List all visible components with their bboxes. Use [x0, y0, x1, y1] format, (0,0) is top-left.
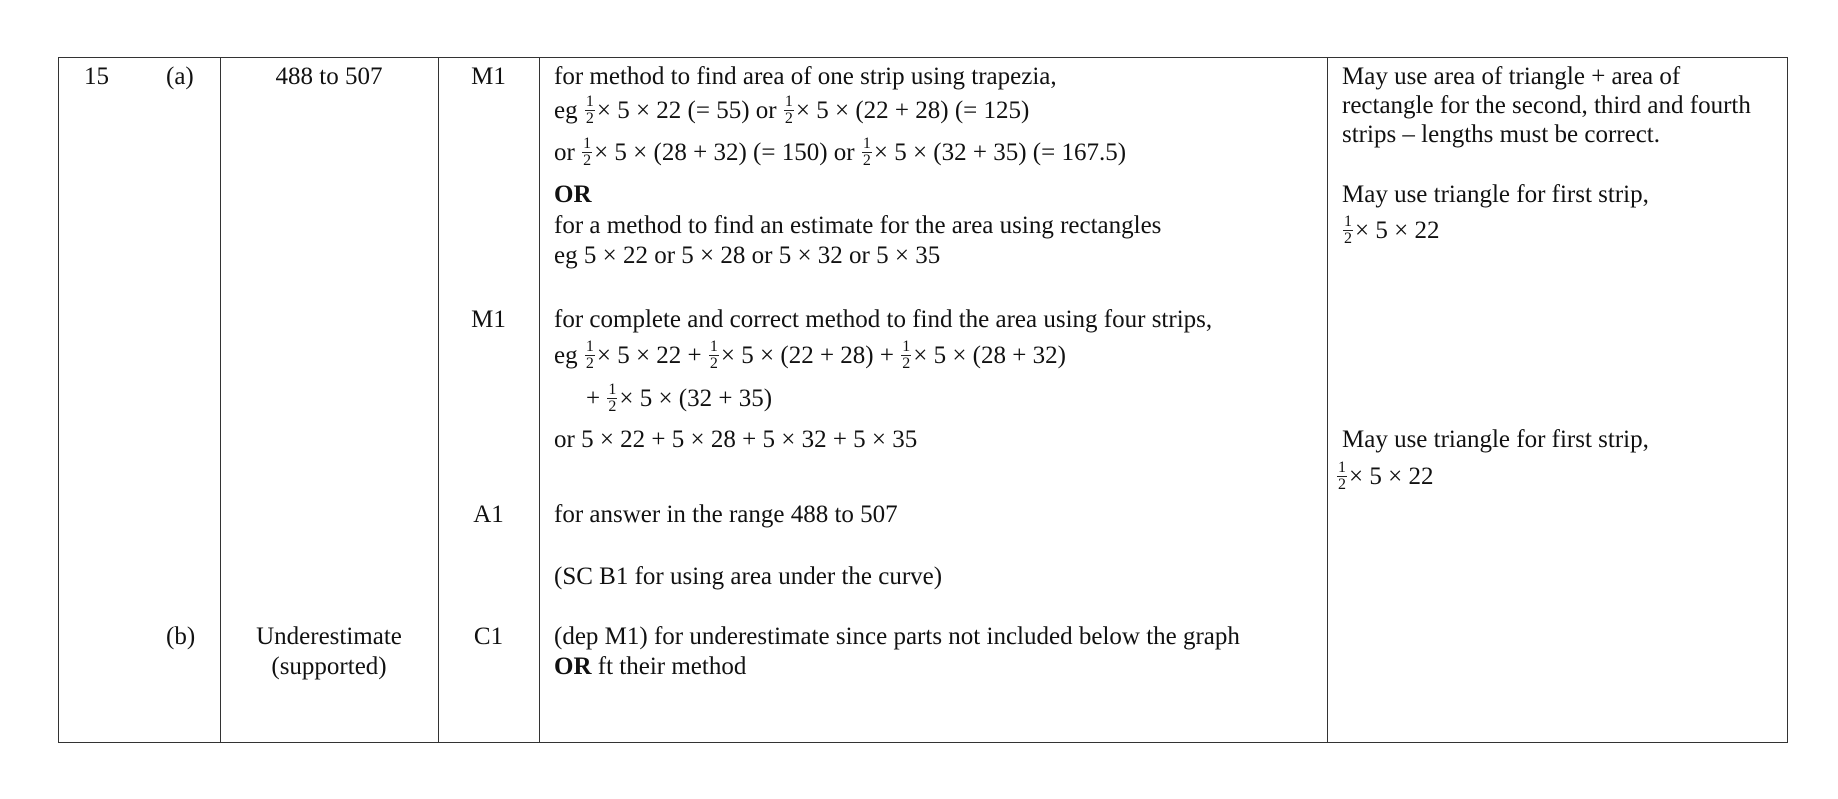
half-fraction: $\frac{1}{2}$	[585, 338, 594, 372]
half-fraction: $\frac{1}{2}$	[585, 93, 594, 127]
half-fraction: $\frac{1}{2}$	[862, 135, 871, 169]
note-line: May use triangle for first strip,	[1342, 181, 1649, 208]
half-fraction: $\frac{1}{2}$	[608, 381, 617, 415]
note-line: May use triangle for first strip,	[1342, 426, 1649, 453]
mark-code-c1: C1	[473, 623, 504, 650]
half-fraction: $\frac{1}{2}$	[583, 135, 592, 169]
m1-first-trapezia-example: eg $\frac{1}{2}$ × 5 × 22 (= 55) or $\frac{1}{2}$ × 5 × (22 + 28) (= 125)	[554, 93, 1030, 127]
c1-guidance-line: (dep M1) for underestimate since parts not included below the graph	[554, 623, 1240, 650]
note-triangle-example: $\frac{1}{2}$ × 5 × 22	[1344, 213, 1440, 247]
column-divider	[539, 58, 540, 742]
or-bold: OR	[554, 181, 592, 208]
column-divider	[1327, 58, 1328, 742]
half-fraction: $\frac{1}{2}$	[1344, 213, 1352, 247]
mark-scheme-table	[58, 57, 1788, 743]
m1-first-guidance-line: for method to find area of one strip using trapezia,	[554, 63, 1057, 90]
mark-code-a1: A1	[473, 501, 504, 528]
m1-second-guidance-line: for complete and correct method to find the area using four strips,	[554, 306, 1213, 333]
part-b-answer: Underestimate	[256, 623, 402, 650]
part-a-answer: 488 to 507	[275, 63, 383, 90]
special-case-note: (SC B1 for using area under the curve)	[554, 563, 943, 590]
question-number: 15	[84, 63, 109, 90]
c1-guidance-line-2: OR ft their method	[554, 653, 747, 680]
note-line: strips – lengths must be correct.	[1342, 121, 1660, 148]
part-a-label: (a)	[166, 63, 194, 90]
rectangles-example-line: eg 5 × 22 or 5 × 28 or 5 × 32 or 5 × 35	[554, 242, 941, 269]
m1-second-example-cont: + $\frac{1}{2}$ × 5 × (32 + 35)	[586, 381, 773, 415]
mark-code-m1-first: M1	[471, 63, 506, 90]
note-line: May use area of triangle + area of	[1342, 63, 1681, 90]
m1-first-trapezia-example-cont: or $\frac{1}{2}$ × 5 × (28 + 32) (= 150) or $\frac{1}{2}$ × 5 × (32 + 35) (= 167.5)	[554, 135, 1127, 169]
part-b-answer-qualifier: (supported)	[271, 653, 387, 680]
note-line: rectangle for the second, third and fourth	[1342, 92, 1751, 119]
part-b-label: (b)	[166, 623, 196, 650]
rectangles-sum-line: or 5 × 22 + 5 × 28 + 5 × 32 + 5 × 35	[554, 426, 918, 453]
mark-code-m1-second: M1	[471, 306, 506, 333]
half-fraction: $\frac{1}{2}$	[902, 338, 911, 372]
half-fraction: $\frac{1}{2}$	[784, 93, 793, 127]
a1-guidance-line: for answer in the range 488 to 507	[554, 501, 898, 528]
note-triangle-example: $\frac{1}{2}$ × 5 × 22	[1338, 459, 1434, 493]
half-fraction: $\frac{1}{2}$	[1338, 459, 1346, 493]
half-fraction: $\frac{1}{2}$	[709, 338, 718, 372]
m1-second-example: eg $\frac{1}{2}$ × 5 × 22 + $\frac{1}{2}$ × 5 × (22 + 28) + $\frac{1}{2}$ × 5 × (28 + 32)	[554, 338, 1066, 372]
rectangles-method-line: for a method to find an estimate for the area using rectangles	[554, 212, 1162, 239]
